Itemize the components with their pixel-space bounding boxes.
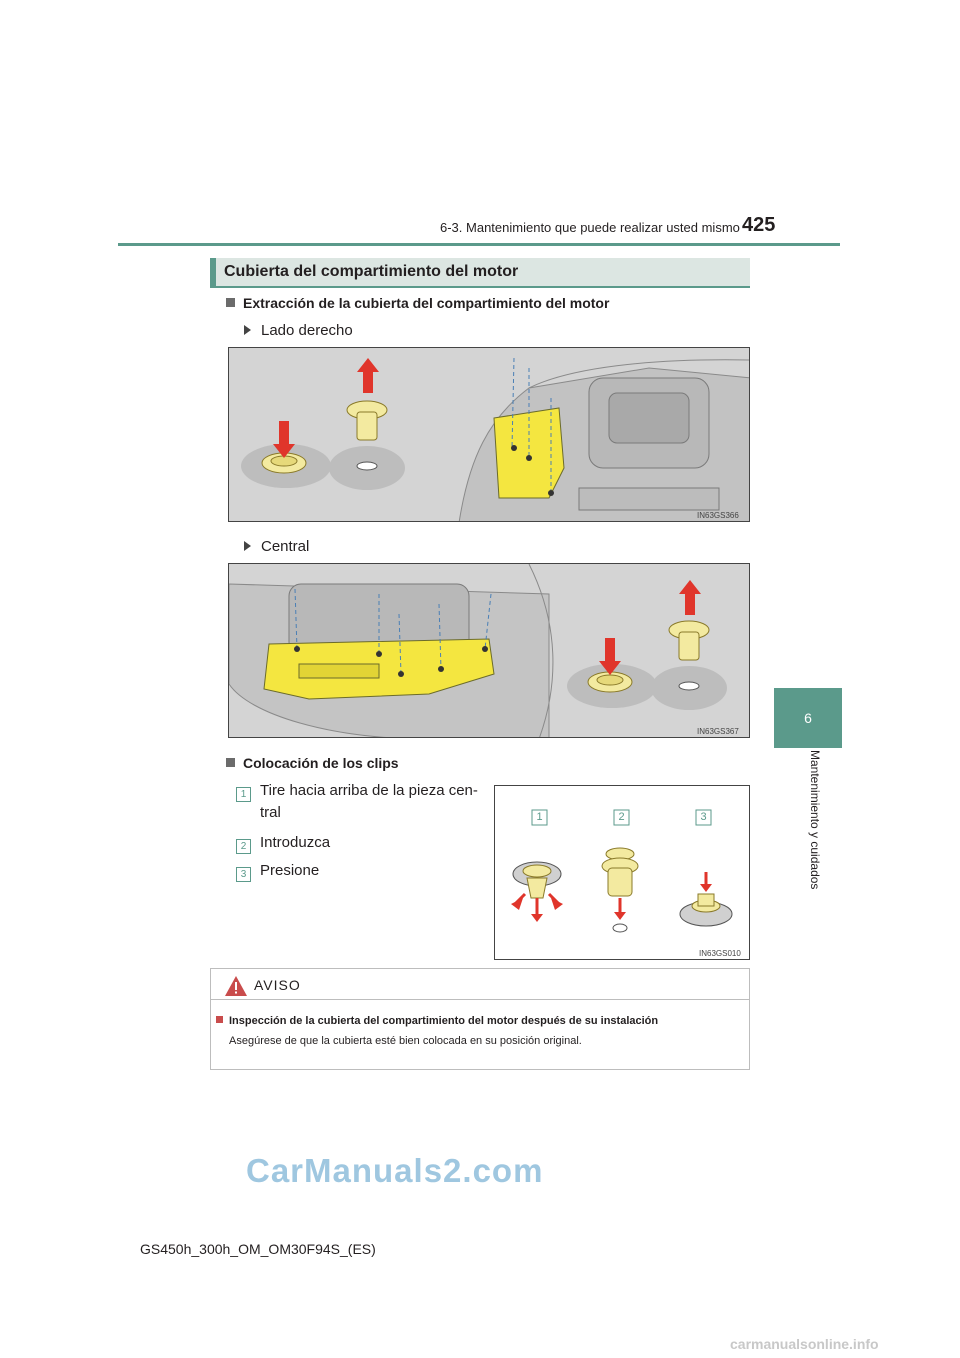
watermark: CarManuals2.com — [246, 1152, 544, 1189]
step-1-text-line2: tral — [260, 804, 281, 821]
step-1-text-line1: Tire hacia arriba de la pieza cen- — [260, 782, 478, 799]
engine-right-side-illustration — [229, 348, 750, 522]
step-1-text — [260, 780, 480, 824]
removal-heading — [226, 295, 609, 311]
step-3 — [236, 862, 251, 884]
figure-clips — [494, 785, 750, 960]
warning-icon — [224, 975, 248, 1002]
chapter-label: Mantenimiento y cuidados — [808, 750, 822, 890]
footer-code: GS450h_300h_OM_OM30F94S_(ES) — [140, 1241, 376, 1257]
central-label — [244, 538, 309, 555]
step-number: 1 — [236, 787, 251, 802]
figure-central — [228, 563, 750, 738]
fig-label-1: 1 — [536, 811, 543, 823]
warning-text: Asegúrese de que la cubierta esté bien colocada en su posición original. — [229, 1035, 582, 1047]
triangle-bullet-icon — [244, 541, 251, 551]
chapter-label-container — [802, 750, 822, 908]
removal-heading-text: Extracción de la cubierta del compartimiento del motor — [243, 295, 610, 311]
header-rule — [118, 243, 840, 246]
central-label-text: Central — [261, 538, 310, 555]
warning-heading-text: Inspección de la cubierta del compartimiento del motor después de su instalación — [229, 1015, 659, 1027]
square-bullet-icon — [226, 758, 235, 767]
engine-central-illustration — [229, 564, 750, 738]
right-side-label — [244, 322, 353, 339]
square-bullet-icon — [226, 298, 235, 307]
page-number: 425 — [742, 214, 776, 236]
triangle-bullet-icon — [244, 325, 251, 335]
clips-heading — [226, 755, 399, 771]
section-title-accent — [210, 258, 216, 288]
step-number: 3 — [236, 867, 251, 882]
fig-label-3: 3 — [700, 811, 707, 823]
site-watermark: carmanualsonline.info — [730, 1336, 879, 1352]
warning-label: AVISO — [254, 977, 301, 993]
figure-code: IN63GS010 — [699, 949, 741, 958]
clips-heading-text: Colocación de los clips — [243, 755, 399, 771]
warning-separator — [210, 999, 750, 1000]
step-2-text: Introduzca — [260, 834, 331, 851]
step-number: 2 — [236, 839, 251, 854]
figure-code: IN63GS367 — [697, 727, 739, 736]
header-section-title: 6-3. Mantenimiento que puede realizar usted mismo — [440, 220, 740, 235]
step-1 — [236, 782, 251, 804]
warning-heading — [216, 1015, 658, 1027]
chapter-tab: 6 — [774, 688, 842, 748]
figure-code: IN63GS366 — [697, 511, 739, 520]
square-bullet-icon — [216, 1016, 223, 1023]
right-side-label-text: Lado derecho — [261, 322, 353, 339]
step-3-text: Presione — [260, 862, 320, 879]
figure-right-side — [228, 347, 750, 522]
fig-label-2: 2 — [618, 811, 625, 823]
step-2 — [236, 834, 251, 856]
section-title: Cubierta del compartimiento del motor — [224, 263, 519, 280]
